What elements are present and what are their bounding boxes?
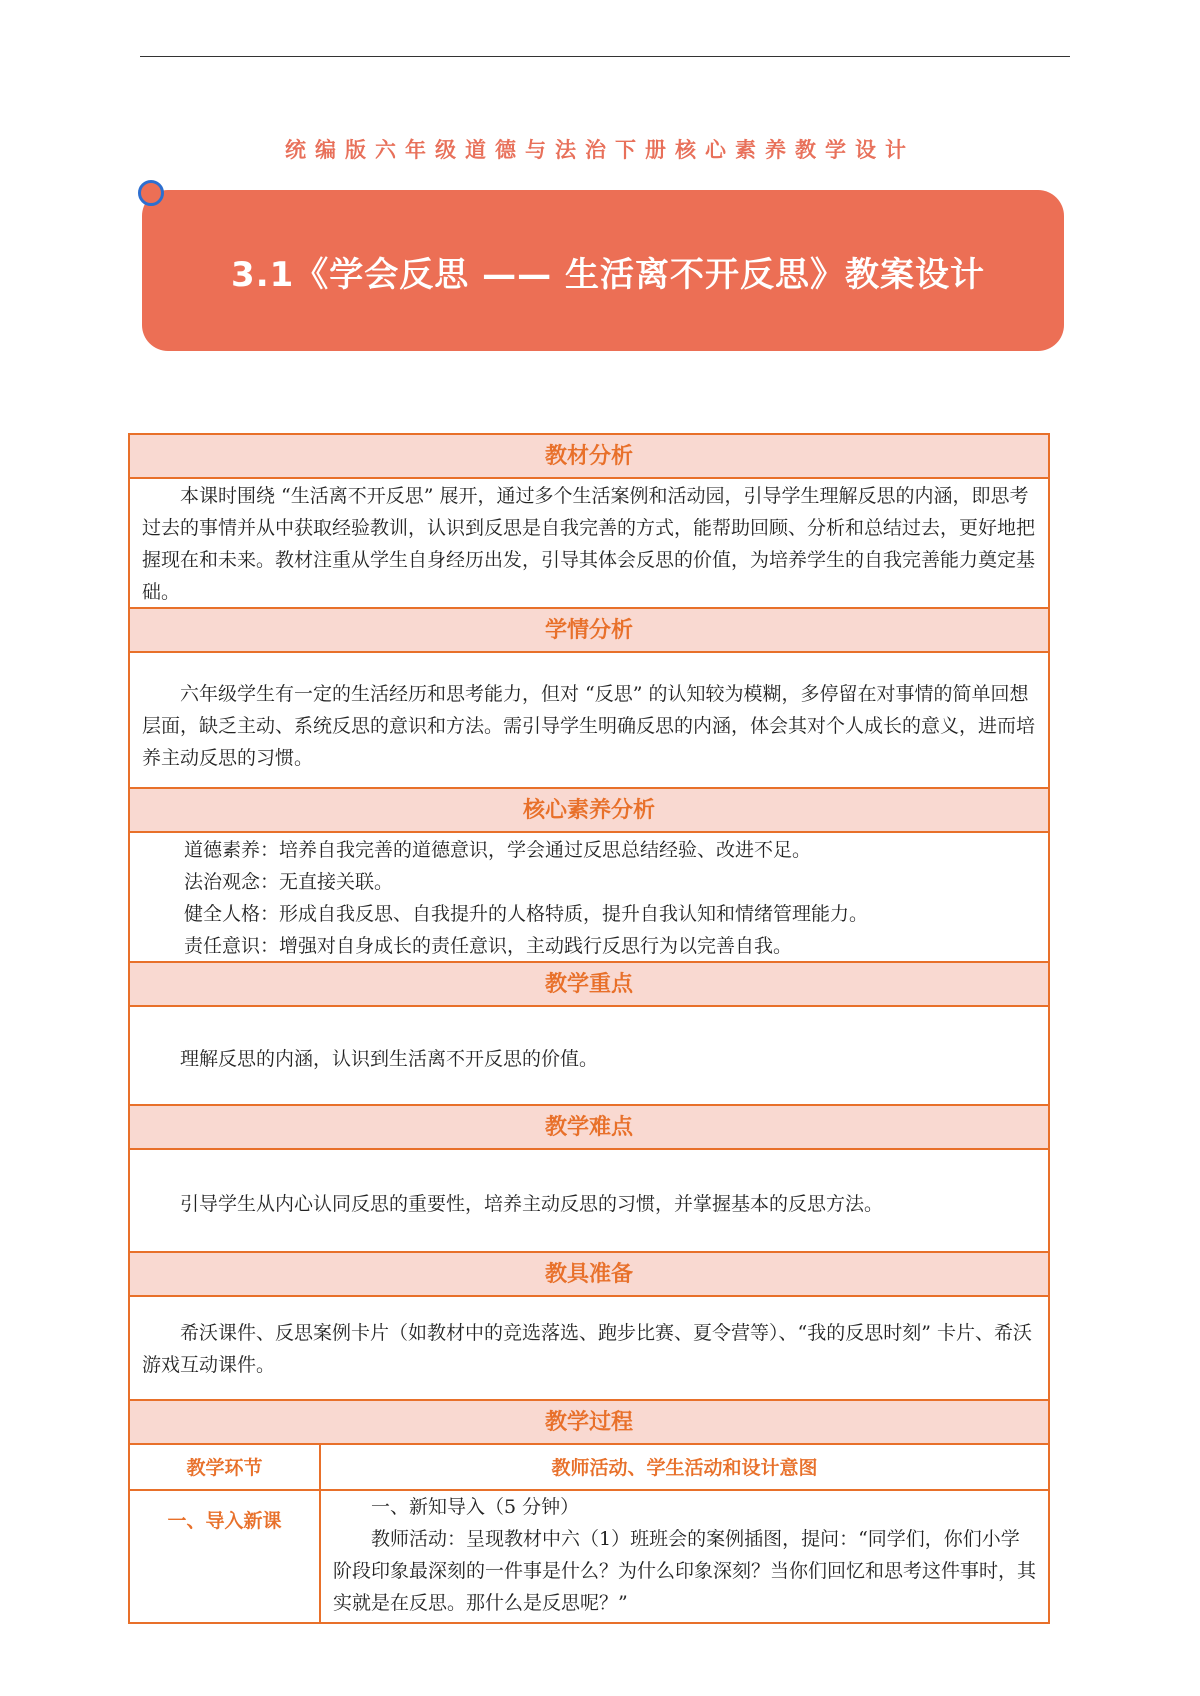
section-body-students (130, 653, 1048, 789)
literacy-line-law: 法治观念：无直接关联。 (184, 871, 394, 893)
process-row (130, 1491, 1048, 1622)
section-heading-textbook: 教材分析 (130, 435, 1048, 479)
literacy-line-personality: 健全人格：形成自我反思、自我提升的人格特质，提升自我认知和情绪管理能力。 (184, 903, 869, 925)
section-heading-difficulty: 教学难点 (130, 1106, 1048, 1150)
section-body-materials (130, 1297, 1048, 1401)
textbook-analysis-text: 本课时围绕 “生活离不开反思” 展开，通过多个生活案例和活动园，引导学生理解反思的内涵，即思考过去的事情并从中获取经验教训，认识到反思是自我完善的方式，能帮助回顾、分析和总结过去，更好地把握现在和未来。教材注重从学生自身经历出发，引导其体会反思的价值，为培养学生的自我完善能力奠定基础。 (142, 485, 1036, 603)
title-banner (142, 190, 1064, 351)
difficulty-text: 引导学生从内心认同反思的重要性，培养主动反思的习惯，并掌握基本的反思方法。 (180, 1193, 884, 1215)
section-body-focus (130, 1007, 1048, 1106)
section-body-difficulty (130, 1150, 1048, 1253)
lesson-title: 3.1《学会反思 —— 生活离不开反思》教案设计 (231, 255, 985, 295)
process-content (321, 1491, 1048, 1622)
column-header-stage: 教学环节 (130, 1445, 321, 1489)
section-heading-process: 教学过程 (130, 1401, 1048, 1445)
section-heading-focus: 教学重点 (130, 963, 1048, 1007)
series-title: 统编版六年级道德与法治下册核心素养教学设计 (285, 138, 915, 162)
section-body-textbook (130, 479, 1048, 609)
section-heading-students: 学情分析 (130, 609, 1048, 653)
literacy-line-responsibility: 责任意识：增强对自身成长的责任意识，主动践行反思行为以完善自我。 (184, 935, 793, 957)
student-analysis-text: 六年级学生有一定的生活经历和思考能力，但对 “反思” 的认知较为模糊，多停留在对事情的简单回想层面，缺乏主动、系统反思的意识和方法。需引导学生明确反思的内涵，体会其对个人成长的意义，进而培养主动反思的习惯。 (142, 683, 1036, 769)
lesson-plan-table (128, 433, 1050, 1624)
header-rule (140, 56, 1070, 57)
circle-marker-icon (138, 180, 164, 206)
focus-text: 理解反思的内涵，认识到生活离不开反思的价值。 (180, 1048, 599, 1070)
process-text: 教师活动：呈现教材中六（1）班班会的案例插图，提问：“同学们，你们小学阶段印象最深刻的一件事是什么？为什么印象深刻？当你们回忆和思考这件事时，其实就是在反思。那什么是反思呢？” (333, 1528, 1037, 1614)
materials-text: 希沃课件、反思案例卡片（如教材中的竞选落选、跑步比赛、夏令营等）、“我的反思时刻” 卡片、希沃游戏互动课件。 (142, 1322, 1032, 1376)
process-column-headers (130, 1445, 1048, 1491)
section-body-literacy (130, 833, 1048, 963)
process-stage-label: 一、导入新课 (130, 1491, 321, 1622)
section-heading-materials: 教具准备 (130, 1253, 1048, 1297)
column-header-activity: 教师活动、学生活动和设计意图 (551, 1457, 818, 1479)
process-subtitle: 一、新知导入（5 分钟） (371, 1496, 580, 1518)
section-heading-literacy: 核心素养分析 (130, 789, 1048, 833)
literacy-line-moral: 道德素养：培养自我完善的道德意识，学会通过反思总结经验、改进不足。 (184, 839, 812, 861)
